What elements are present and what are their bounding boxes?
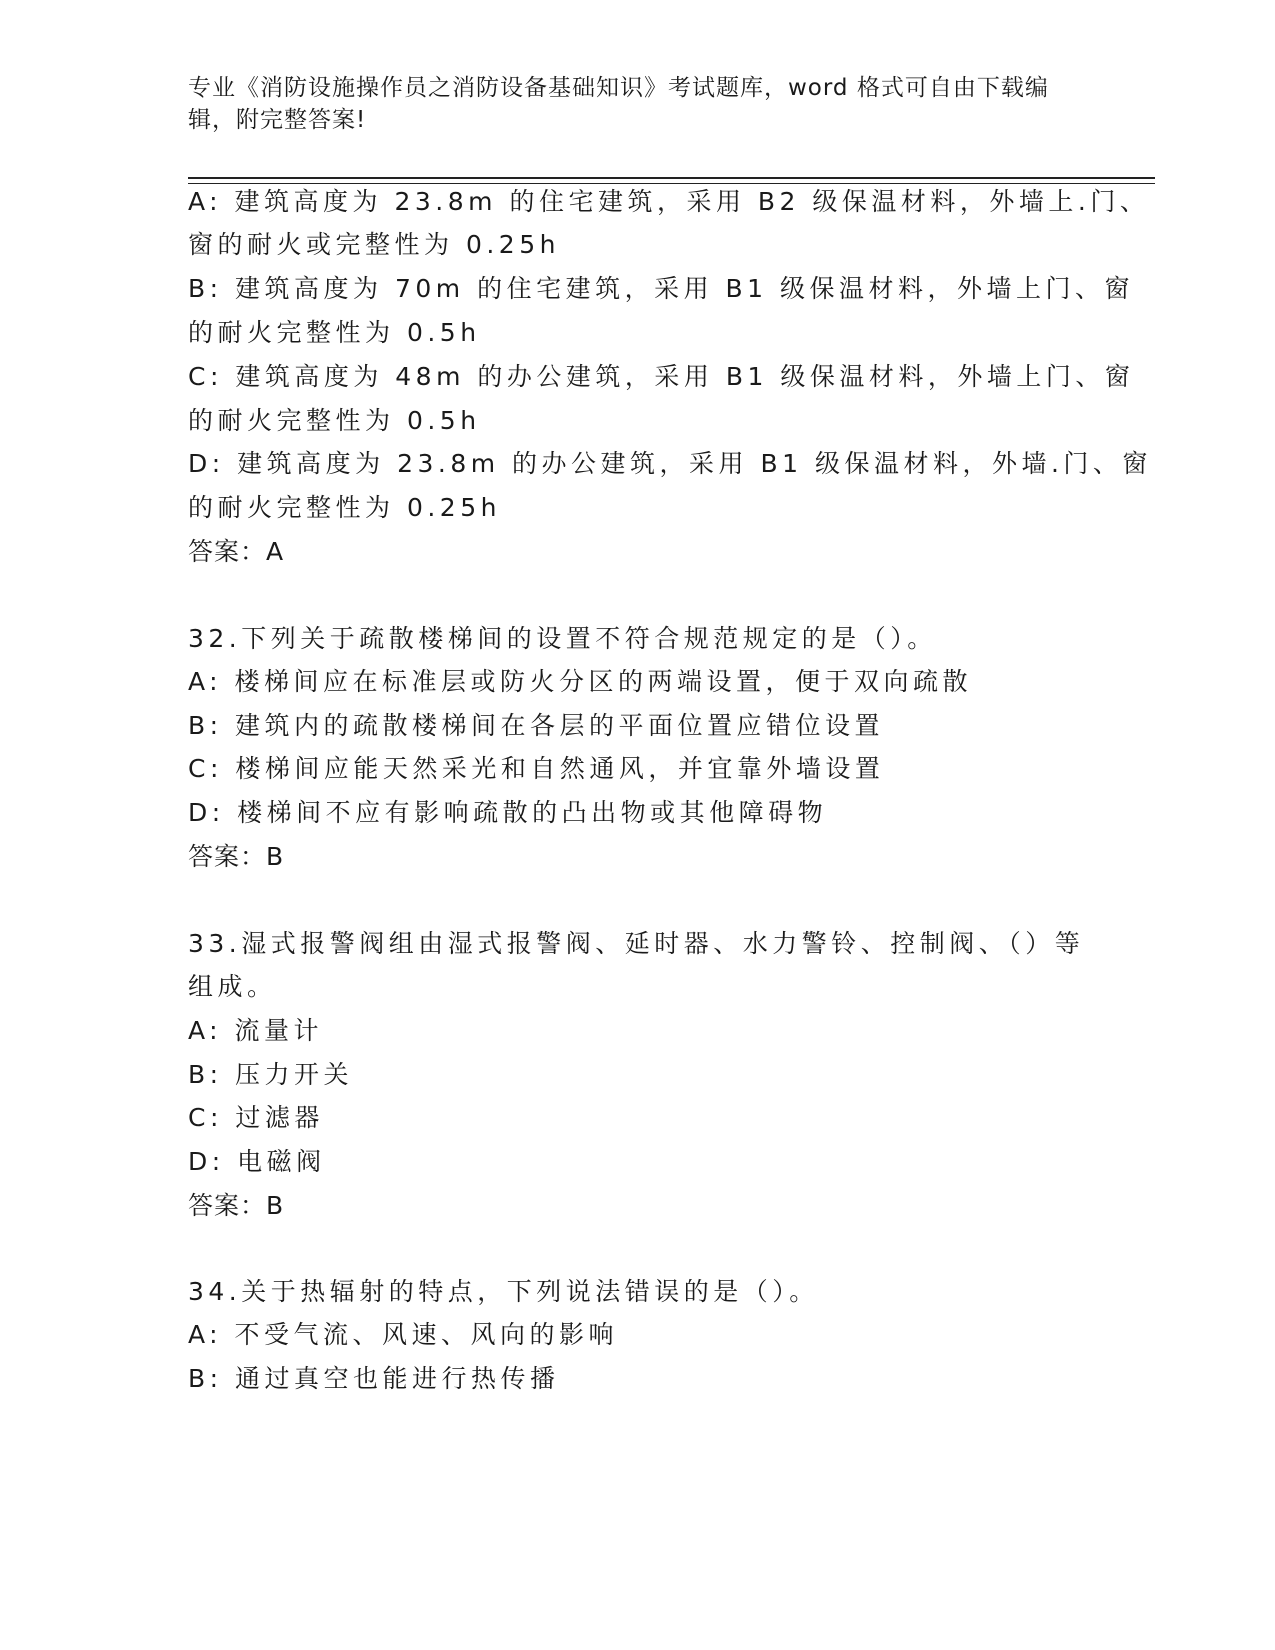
q33-question-line2: 组成。 <box>188 972 277 1001</box>
q33-question-line1: 33.湿式报警阀组由湿式报警阀、延时器、水力警铃、控制阀、（）等 <box>188 929 1085 958</box>
q32-answer: 答案：B <box>188 842 285 871</box>
q33-option-c: C: 过滤器 <box>188 1103 324 1132</box>
q34-option-a: A: 不受气流、风速、风向的影响 <box>188 1320 619 1349</box>
q31-option-a-line1: A: 建筑高度为 23.8m 的住宅建筑，采用 B2 级保温材料，外墙上.门、 <box>188 187 1150 216</box>
q31-answer: 答案：A <box>188 537 285 566</box>
document-header: 专业《消防设施操作员之消防设备基础知识》考试题库，word 格式可自由下载编辑，附完整答案! <box>188 75 1049 133</box>
q32-option-c: C: 楼梯间应能天然采光和自然通风，并宜靠外墙设置 <box>188 754 885 783</box>
header-rule-thick <box>188 177 1155 179</box>
q31-option-c-line1: C: 建筑高度为 48m 的办公建筑，采用 B1 级保温材料，外墙上门、窗 <box>188 362 1135 391</box>
q31-option-c-line2: 的耐火完整性为 0.5h <box>188 406 481 435</box>
q31-option-b-line1: B: 建筑高度为 70m 的住宅建筑，采用 B1 级保温材料，外墙上门、窗 <box>188 274 1135 303</box>
q32-option-b: B: 建筑内的疏散楼梯间在各层的平面位置应错位设置 <box>188 711 885 740</box>
q34-question: 34.关于热辐射的特点，下列说法错误的是（）。 <box>188 1277 819 1306</box>
q31-option-d-line2: 的耐火完整性为 0.25h <box>188 493 501 522</box>
q31-option-a-line2: 窗的耐火或完整性为 0.25h <box>188 230 560 259</box>
q32-option-a: A: 楼梯间应在标准层或防火分区的两端设置，便于双向疏散 <box>188 667 973 696</box>
q33-answer: 答案：B <box>188 1191 285 1220</box>
q34-option-b: B: 通过真空也能进行热传播 <box>188 1364 560 1393</box>
header-rule-thin <box>188 183 1155 184</box>
q33-option-a: A: 流量计 <box>188 1016 324 1045</box>
q31-option-b-line2: 的耐火完整性为 0.5h <box>188 318 481 347</box>
q33-option-d: D: 电磁阀 <box>188 1147 326 1176</box>
q33-option-b: B: 压力开关 <box>188 1060 354 1089</box>
q31-option-d-line1: D: 建筑高度为 23.8m 的办公建筑，采用 B1 级保温材料，外墙.门、窗 <box>188 449 1152 478</box>
q32-question: 32.下列关于疏散楼梯间的设置不符合规范规定的是（）。 <box>188 624 937 653</box>
q32-option-d: D: 楼梯间不应有影响疏散的凸出物或其他障碍物 <box>188 798 828 827</box>
